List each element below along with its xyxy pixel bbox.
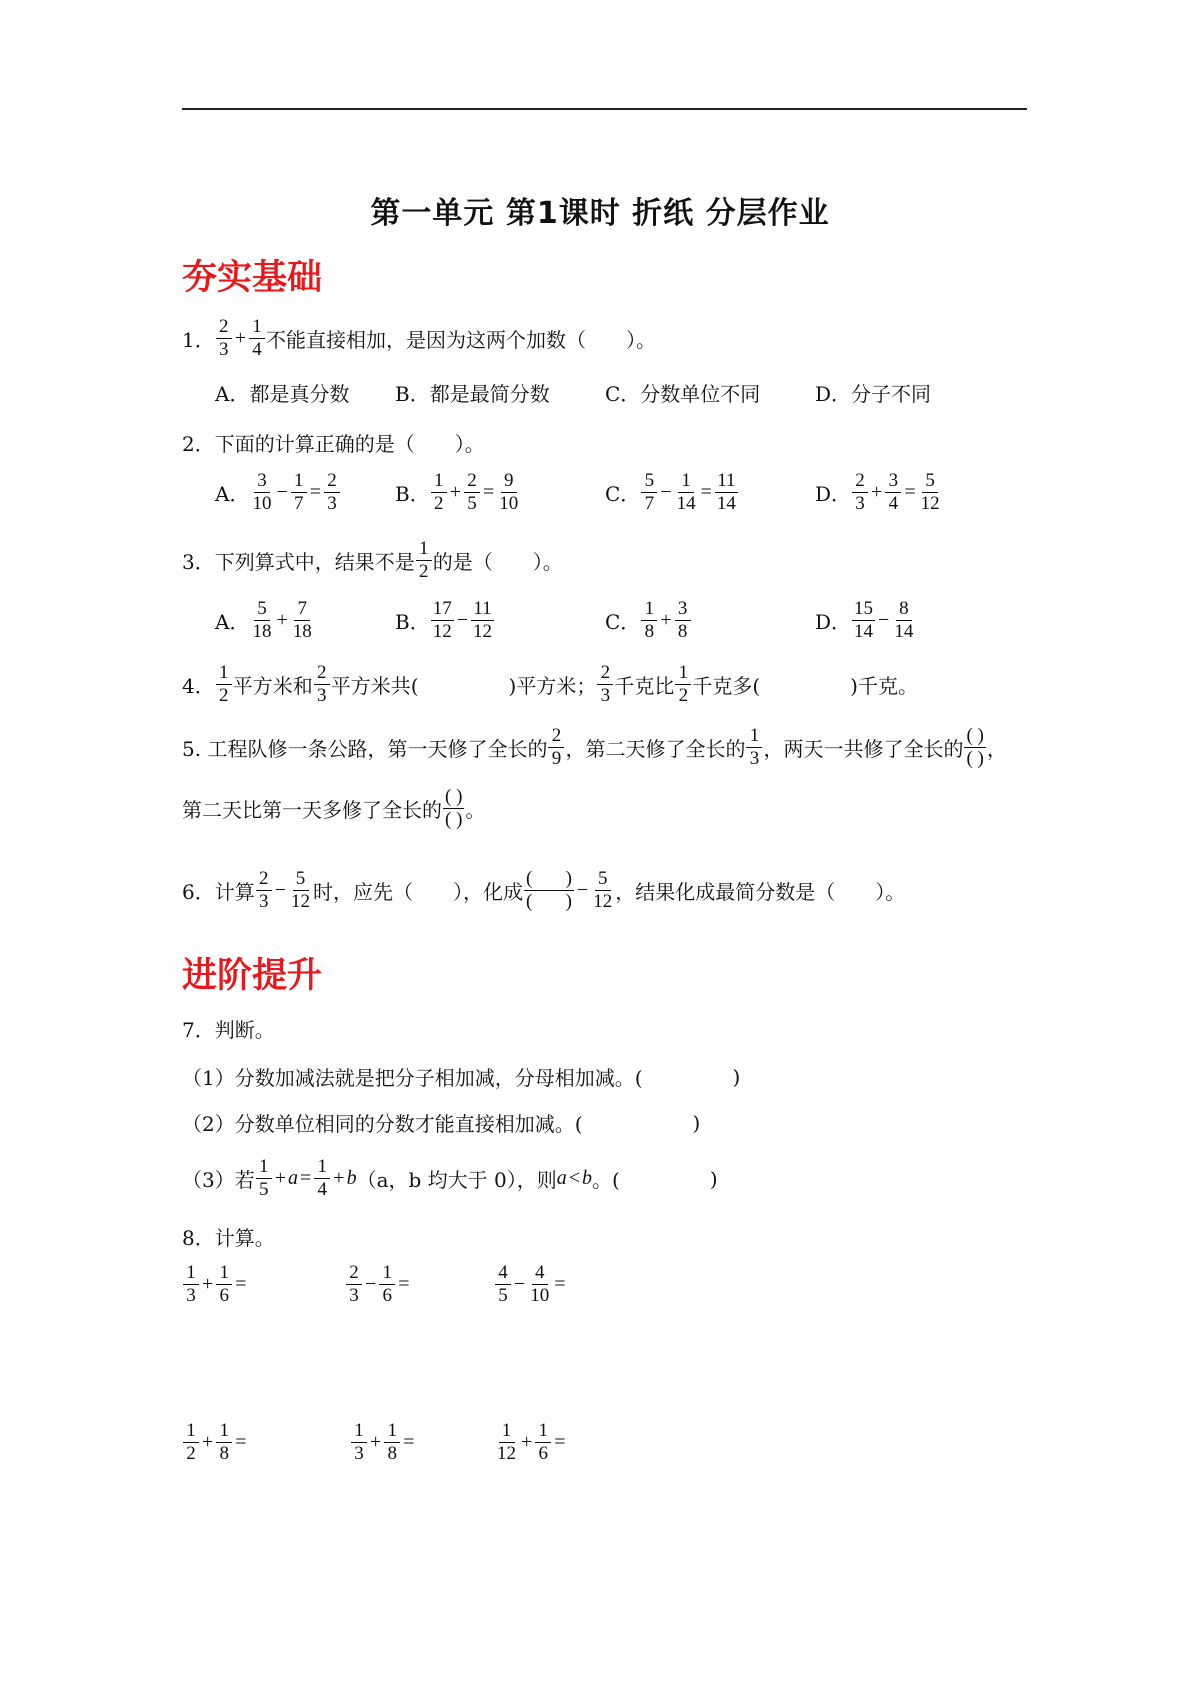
page-title: 第一单元 第1课时 折纸 分层作业 <box>370 196 830 231</box>
q3-option-a: A． $\frac{5}{18}$ + $\frac{7}{18}$ <box>215 598 312 642</box>
question-3: 3．下列算式中，结果不是 $\frac{1}{2}$ 的是（ ）。 <box>182 538 563 582</box>
q1-option-a: A．都是真分数 <box>215 382 350 406</box>
q3-option-d: D． $\frac{15}{14}$ − $\frac{8}{14}$ <box>815 598 914 642</box>
question-2: 2．下面的计算正确的是（ ）。 <box>182 432 485 456</box>
fraction: $\frac{2}{3}$ <box>216 316 232 361</box>
q2-option-d: D． $\frac{2}{3}$ + $\frac{3}{4}$ = $\frac{5}{12}$ <box>815 470 940 514</box>
q1-option-d: D．分子不同 <box>815 382 932 406</box>
question-4: 4． $\frac{1}{2}$ 平方米和 $\frac{2}{3}$ 平方米共( )平方米； $\frac{2}{3}$ 千克比 $\frac{1}{2}$ 千克多( )千克。 <box>182 662 918 706</box>
judge-1: （1）分数加减法就是把分子相加减，分母相加减。( ) <box>182 1064 741 1090</box>
q2-option-b: B． $\frac{1}{2}$ + $\frac{2}{5}$ = $\frac{9}{10}$ <box>395 470 519 514</box>
header-rule <box>182 108 1027 110</box>
question-1: 1． $\frac{2}{3}$ + $\frac{1}{4}$ 不能直接相加，是因为这两个加数（ ）。 <box>182 316 657 360</box>
calc-6: $\frac{1}{12}$ + $\frac{1}{6}$ = <box>497 1420 566 1464</box>
judge-3: （3）若 $\frac{1}{5}$ + a = $\frac{1}{4}$ + b （a，b 均大于 0），则 a < b 。( ) <box>182 1156 718 1200</box>
question-7: 7．判断。 <box>182 1018 275 1042</box>
q3-option-c: C． $\frac{1}{8}$ + $\frac{3}{8}$ <box>605 598 692 643</box>
question-6: 6．计算 $\frac{2}{3}$ − $\frac{5}{12}$ 时，应先（ ），化成 $\frac{( )}{( )}$ − $\frac{5}{12}$ ，结果化成最简分数是（ ）。 <box>182 868 906 912</box>
q3-option-b: B． $\frac{17}{12}$ − $\frac{11}{12}$ <box>395 598 492 642</box>
q2-option-c: C． $\frac{5}{7}$ − $\frac{1}{14}$ = $\frac{11}{14}$ <box>605 470 736 514</box>
calc-5: $\frac{1}{3}$ + $\frac{1}{8}$ = <box>350 1420 417 1465</box>
q2-option-a: A． $\frac{3}{10}$ − $\frac{1}{7}$ = $\frac{2}{3}$ <box>215 470 341 515</box>
calc-3: $\frac{4}{5}$ − $\frac{4}{10}$ = <box>494 1262 568 1307</box>
calc-4: $\frac{1}{2}$ + $\frac{1}{8}$ = <box>182 1420 249 1465</box>
section-basic: 夯实基础 <box>182 258 323 298</box>
q1-option-c: C．分数单位不同 <box>605 382 761 406</box>
calc-1: $\frac{1}{3}$ + $\frac{1}{6}$ = <box>182 1262 249 1307</box>
q1-option-b: B．都是最简分数 <box>395 382 550 406</box>
judge-2: （2）分数单位相同的分数才能直接相加减。( ) <box>182 1110 701 1136</box>
question-5-cont: 第二天比第一天多修了全长的 $\frac{( )}{( )}$ 。 <box>182 786 486 830</box>
question-5: 5. 工程队修一条公路，第一天修了全长的 $\frac{2}{9}$ ，第二天修了全长的 $\frac{1}{3}$ ，两天一共修了全长的 $\frac{( )}{( )}$ ， <box>182 725 1007 769</box>
section-advanced: 进阶提升 <box>182 956 323 996</box>
fraction: $\frac{1}{4}$ <box>249 316 265 361</box>
question-8: 8．计算。 <box>182 1226 275 1250</box>
calc-2: $\frac{2}{3}$ − $\frac{1}{6}$ = <box>345 1262 412 1307</box>
